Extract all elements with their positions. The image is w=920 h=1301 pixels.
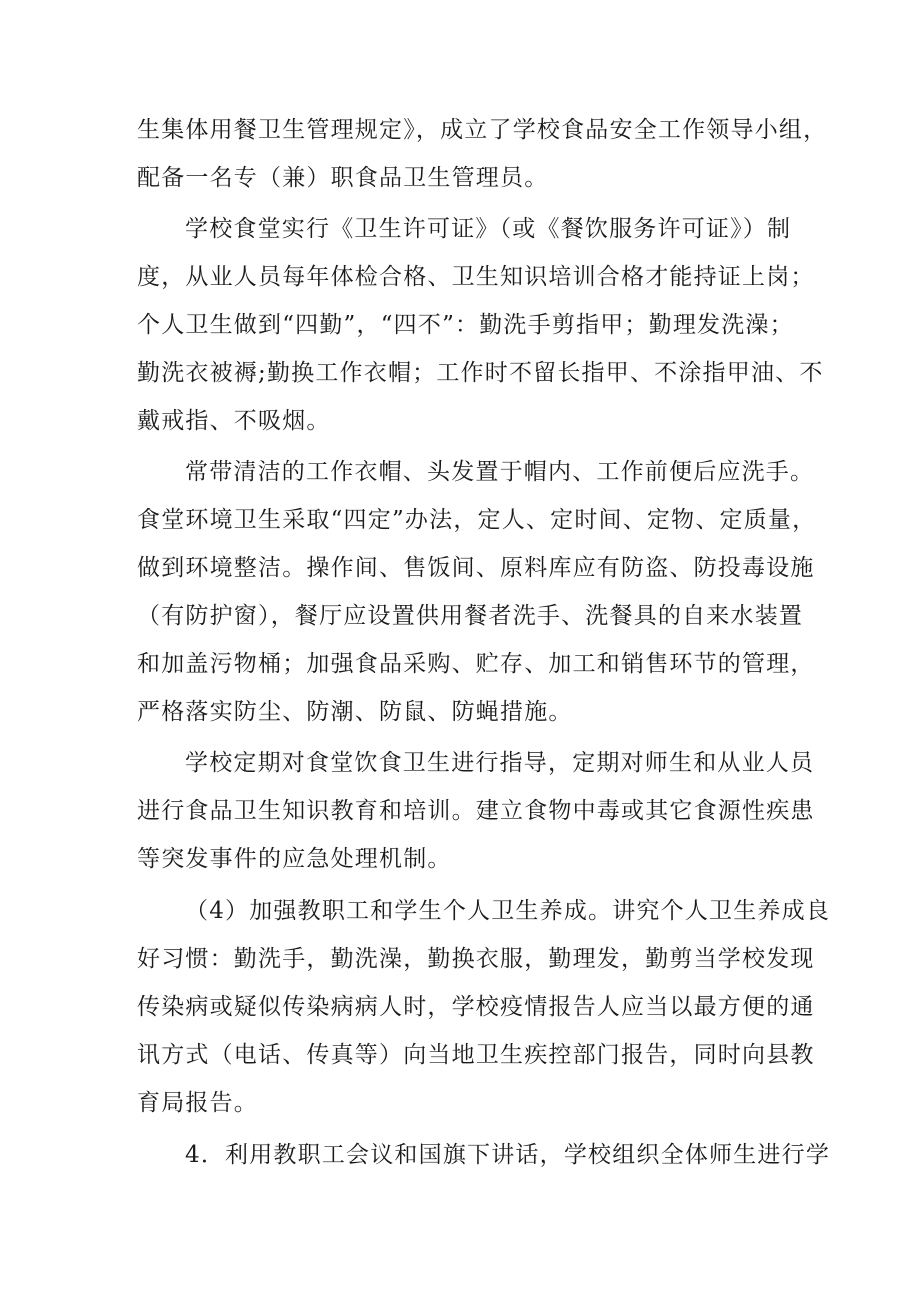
text-line: 育局报告。: [137, 1090, 258, 1116]
text-line: 4．利用教职工会议和国旗下讲话，学校组织全体师生进行学: [185, 1142, 831, 1168]
text-line: 进行食品卫生知识教育和培训。建立食物中毒或其它食源性疾患: [137, 798, 815, 824]
text-line: 勤洗衣被褥;勤换工作衣帽；工作时不留长指甲、不涂指甲油、不: [137, 360, 824, 386]
text-line: 学校定期对食堂饮食卫生进行指导，定期对师生和从业人员: [185, 750, 815, 776]
text-line: （有防护窗），餐厅应设置供用餐者洗手、洗餐具的自来水装置: [137, 603, 804, 629]
text-line: 等突发事件的应急处理机制。: [137, 846, 452, 872]
text-line: （4）加强教职工和学生个人卫生养成。讲究个人卫生养成良: [185, 898, 831, 924]
text-line: 食堂环境卫生采取“四定”办法，定人、定时间、定物、定质量，: [137, 507, 817, 533]
text-line: 配备一名专（兼）职食品卫生管理员。: [137, 165, 549, 191]
text-line: 戴戒指、不吸烟。: [137, 408, 331, 434]
text-line: 个人卫生做到“四勤”，“四不”：勤洗手剪指甲；勤理发洗澡；: [137, 312, 794, 338]
text-line: 好习惯：勤洗手，勤洗澡，勤换衣服，勤理发，勤剪当学校发现: [137, 946, 815, 972]
text-line: 做到环境整洁。操作间、售饭间、原料库应有防盗、防投毒设施: [137, 555, 815, 581]
text-line: 度，从业人员每年体检合格、卫生知识培训合格才能持证上岗；: [137, 264, 815, 290]
text-line: 严格落实防尘、防潮、防鼠、防蝇措施。: [137, 699, 573, 725]
text-line: 生集体用餐卫生管理规定》，成立了学校食品安全工作领导小组，: [137, 117, 828, 143]
text-line: 传染病或疑似传染病病人时，学校疫情报告人应当以最方便的通: [137, 994, 815, 1020]
text-line: 和加盖污物桶；加强食品采购、贮存、加工和销售环节的管理，: [137, 651, 815, 677]
text-line: 讯方式（电话、传真等）向当地卫生疾控部门报告，同时向县教: [137, 1042, 815, 1068]
text-line: 学校食堂实行《卫生许可证》（或《餐饮服务许可证》）制: [185, 216, 792, 242]
text-line: 常带清洁的工作衣帽、头发置于帽内、工作前便后应洗手。: [185, 459, 815, 485]
